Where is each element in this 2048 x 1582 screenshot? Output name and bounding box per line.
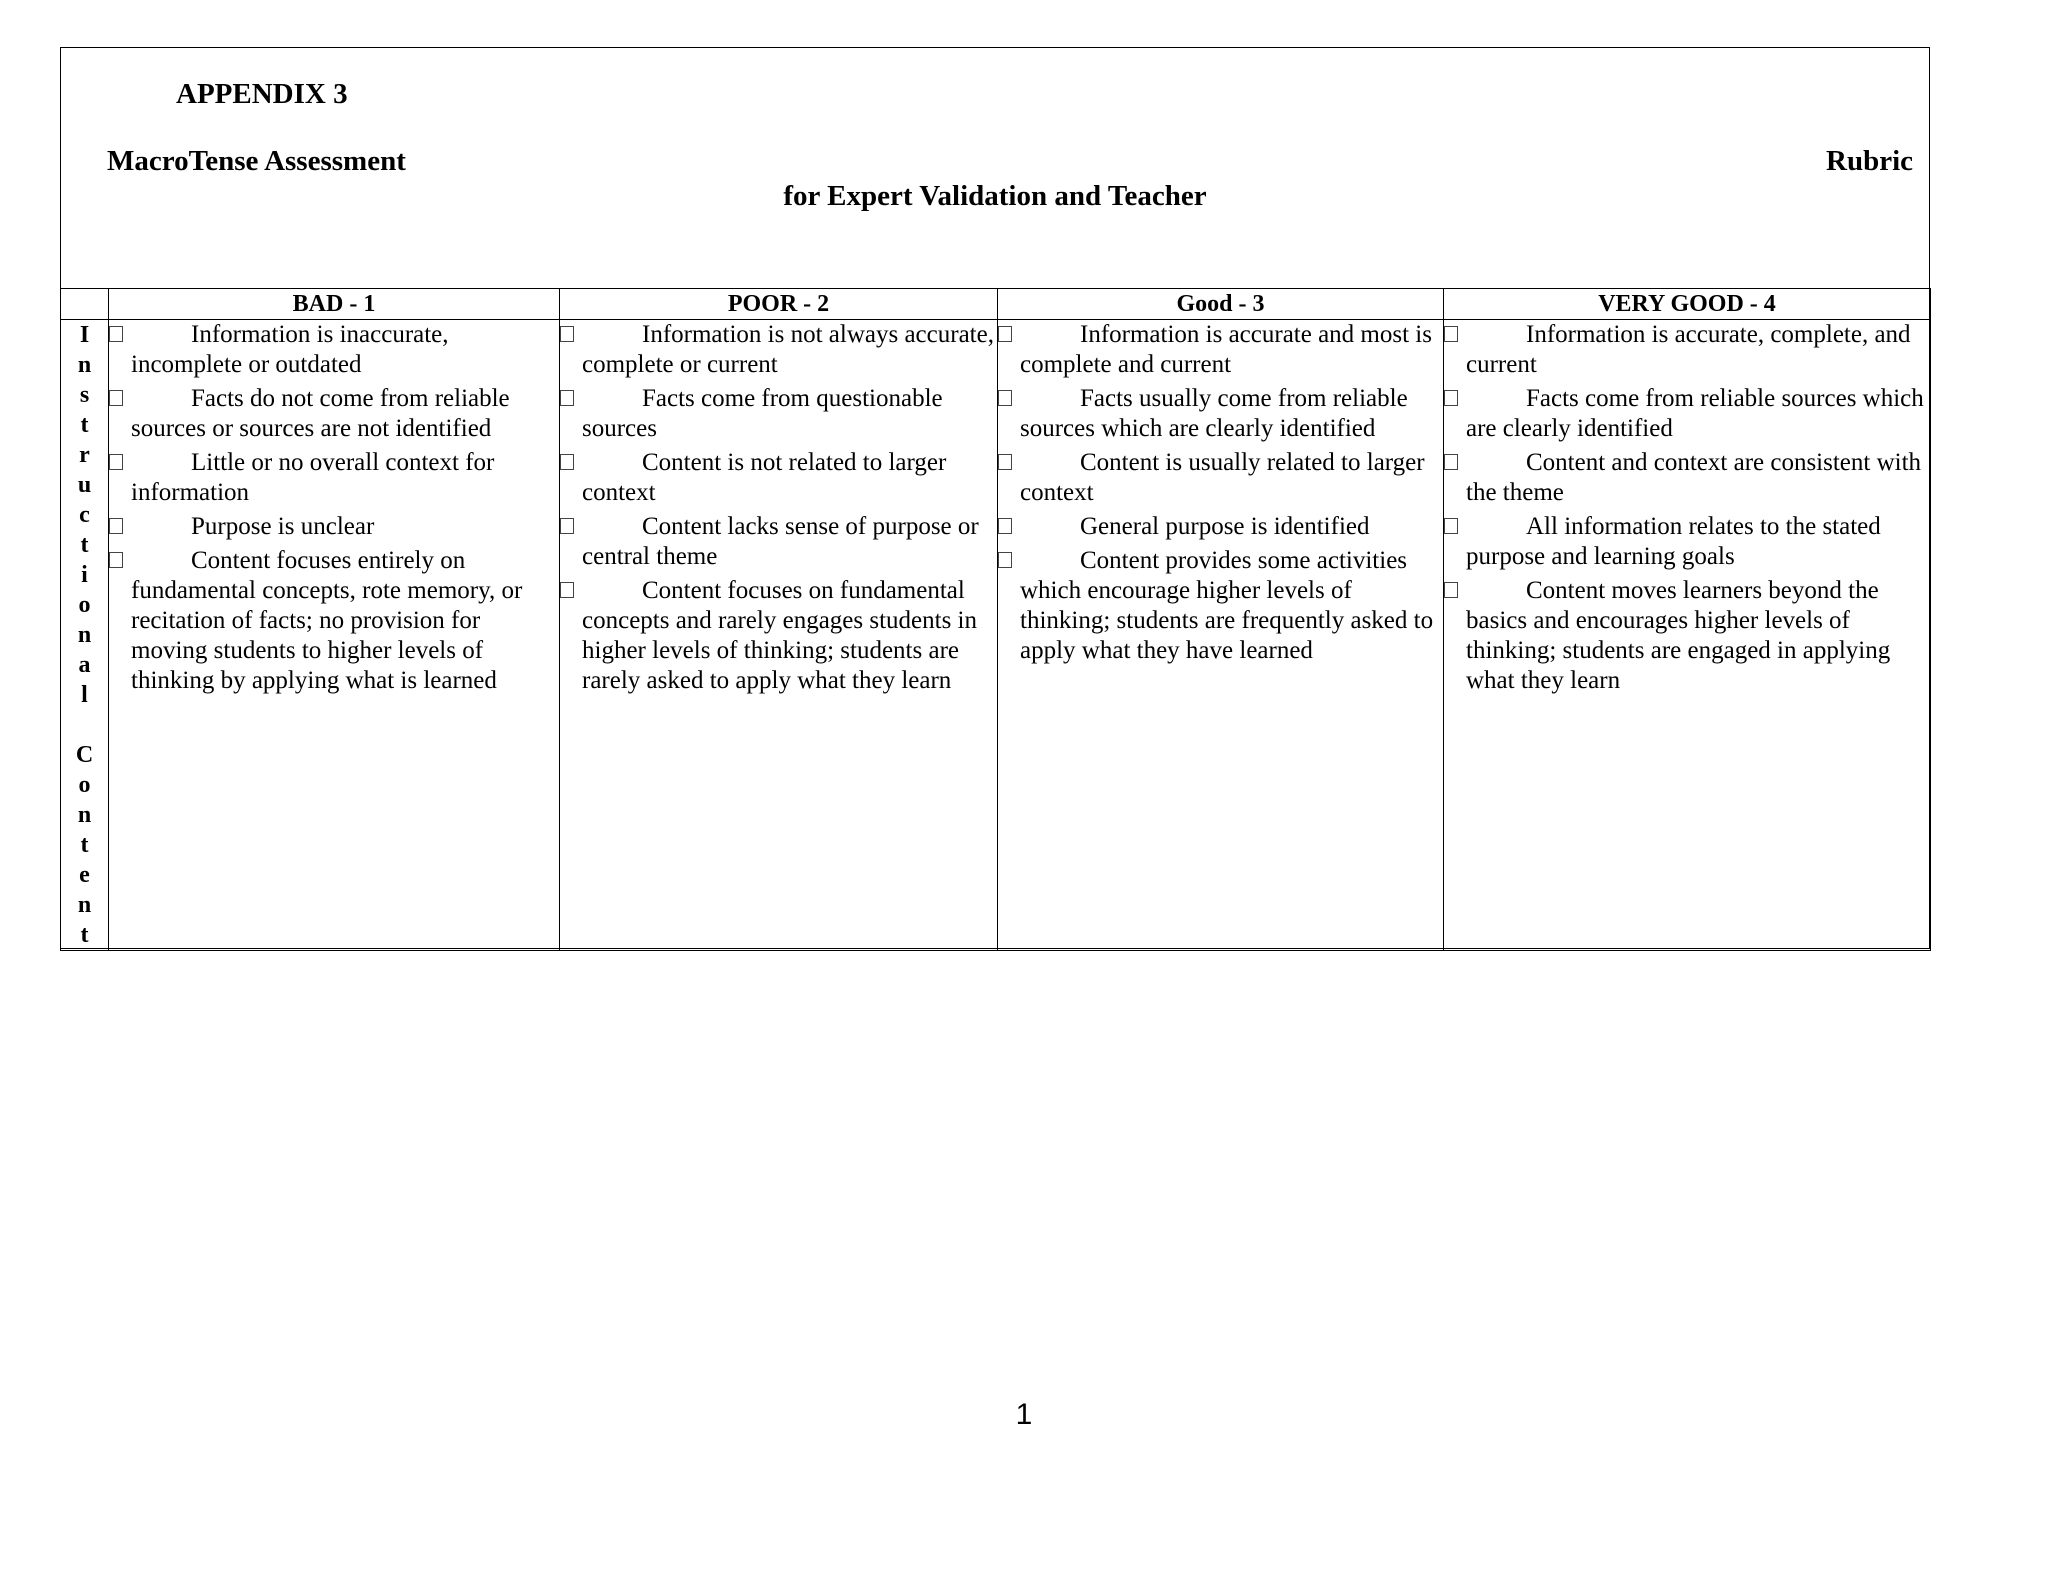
checkbox-icon[interactable] [998, 326, 1012, 342]
checkbox-icon[interactable] [1444, 582, 1458, 598]
row-label-letter: l [81, 682, 88, 708]
page-number: 1 [1015, 1398, 1033, 1431]
list-item: Information is accurate and most is complete and current [998, 320, 1443, 380]
cell-good [998, 320, 1444, 951]
list-item: Little or no overall context for information [109, 448, 559, 508]
row-label-letter: r [79, 442, 90, 468]
checkbox-icon[interactable] [109, 326, 123, 342]
cell-bad [109, 320, 560, 951]
row-label-letter: C [75, 742, 94, 768]
row-label-letter: e [79, 862, 90, 888]
document-header [61, 48, 1929, 288]
checkbox-icon[interactable] [998, 518, 1012, 534]
row-label-letter [61, 710, 108, 740]
table-row [61, 320, 1931, 951]
row-label-letter: I [79, 322, 90, 348]
checkbox-icon[interactable] [109, 390, 123, 406]
checkbox-icon[interactable] [998, 454, 1012, 470]
list-item: Content is not related to larger context [560, 448, 997, 508]
row-label-letter: o [78, 592, 91, 618]
row-label-letter: t [80, 922, 89, 948]
list-item: General purpose is identified [998, 512, 1443, 542]
checkbox-icon[interactable] [560, 582, 574, 598]
list-item: Facts usually come from reliable sources which are clearly identified [998, 384, 1443, 444]
row-label-letter: t [80, 832, 89, 858]
appendix-label: APPENDIX 3 [176, 78, 348, 110]
row-label-letter: a [78, 652, 91, 678]
list-item: Content is usually related to larger context [998, 448, 1443, 508]
checkbox-icon[interactable] [560, 390, 574, 406]
list-item: Purpose is unclear [109, 512, 559, 542]
list-item: Content provides some activities which encourage higher levels of thinking; students are frequently asked to apply what they have learned [998, 546, 1443, 666]
row-label-letter: i [81, 562, 88, 588]
row-label-letter: n [77, 622, 92, 648]
list-item: Content focuses on fundamental concepts and rarely engages students in higher levels of thinking; students are rarely asked to apply what they learn [560, 576, 997, 696]
checkbox-icon[interactable] [109, 454, 123, 470]
checkbox-icon[interactable] [109, 552, 123, 568]
row-label-letter: u [77, 472, 92, 498]
list-item: Information is accurate, complete, and current [1444, 320, 1930, 380]
title-right: Rubric [1826, 145, 1913, 177]
checkbox-icon[interactable] [998, 390, 1012, 406]
row-label-letter: n [77, 352, 92, 378]
list-item: Facts come from reliable sources which are clearly identified [1444, 384, 1930, 444]
rubric-frame [60, 47, 1930, 949]
list-item: Information is not always accurate, complete or current [560, 320, 997, 380]
checkbox-icon[interactable] [1444, 518, 1458, 534]
row-label-header [61, 289, 109, 320]
checkbox-icon[interactable] [1444, 454, 1458, 470]
subtitle: for Expert Validation and Teacher [783, 180, 1207, 212]
cell-very-good [1444, 320, 1931, 951]
checkbox-icon[interactable] [1444, 326, 1458, 342]
column-header-bad: BAD - 1 [109, 289, 560, 320]
row-label-letter: n [77, 802, 92, 828]
row-label-instructional-content [61, 320, 109, 951]
checkbox-icon[interactable] [1444, 390, 1458, 406]
list-item: Content lacks sense of purpose or central theme [560, 512, 997, 572]
list-item: Content moves learners beyond the basics and encourages higher levels of thinking; students are engaged in applying what they learn [1444, 576, 1930, 696]
column-header-poor: POOR - 2 [560, 289, 998, 320]
checkbox-icon[interactable] [109, 518, 123, 534]
column-header-good: Good - 3 [998, 289, 1444, 320]
header-row [61, 289, 1931, 320]
list-item: Content and context are consistent with the theme [1444, 448, 1930, 508]
checkbox-icon[interactable] [560, 518, 574, 534]
list-item: Facts come from questionable sources [560, 384, 997, 444]
checkbox-icon[interactable] [560, 454, 574, 470]
list-item: All information relates to the stated purpose and learning goals [1444, 512, 1930, 572]
cell-poor [560, 320, 998, 951]
row-label-letter: o [78, 772, 91, 798]
list-item: Information is inaccurate, incomplete or outdated [109, 320, 559, 380]
row-label-letter: n [77, 892, 92, 918]
checkbox-icon[interactable] [560, 326, 574, 342]
rubric-table [60, 288, 1931, 951]
row-label-letter: t [80, 412, 89, 438]
list-item: Facts do not come from reliable sources or sources are not identified [109, 384, 559, 444]
row-label-letter: s [79, 382, 90, 408]
title-left: MacroTense Assessment [107, 145, 406, 177]
column-header-very-good: VERY GOOD - 4 [1444, 289, 1931, 320]
list-item: Content focuses entirely on fundamental concepts, rote memory, or recitation of facts; no provision for moving students to higher levels of thinking by applying what is learned [109, 546, 559, 696]
row-label-letter: c [79, 502, 90, 528]
checkbox-icon[interactable] [998, 552, 1012, 568]
row-label-letter: t [80, 532, 89, 558]
